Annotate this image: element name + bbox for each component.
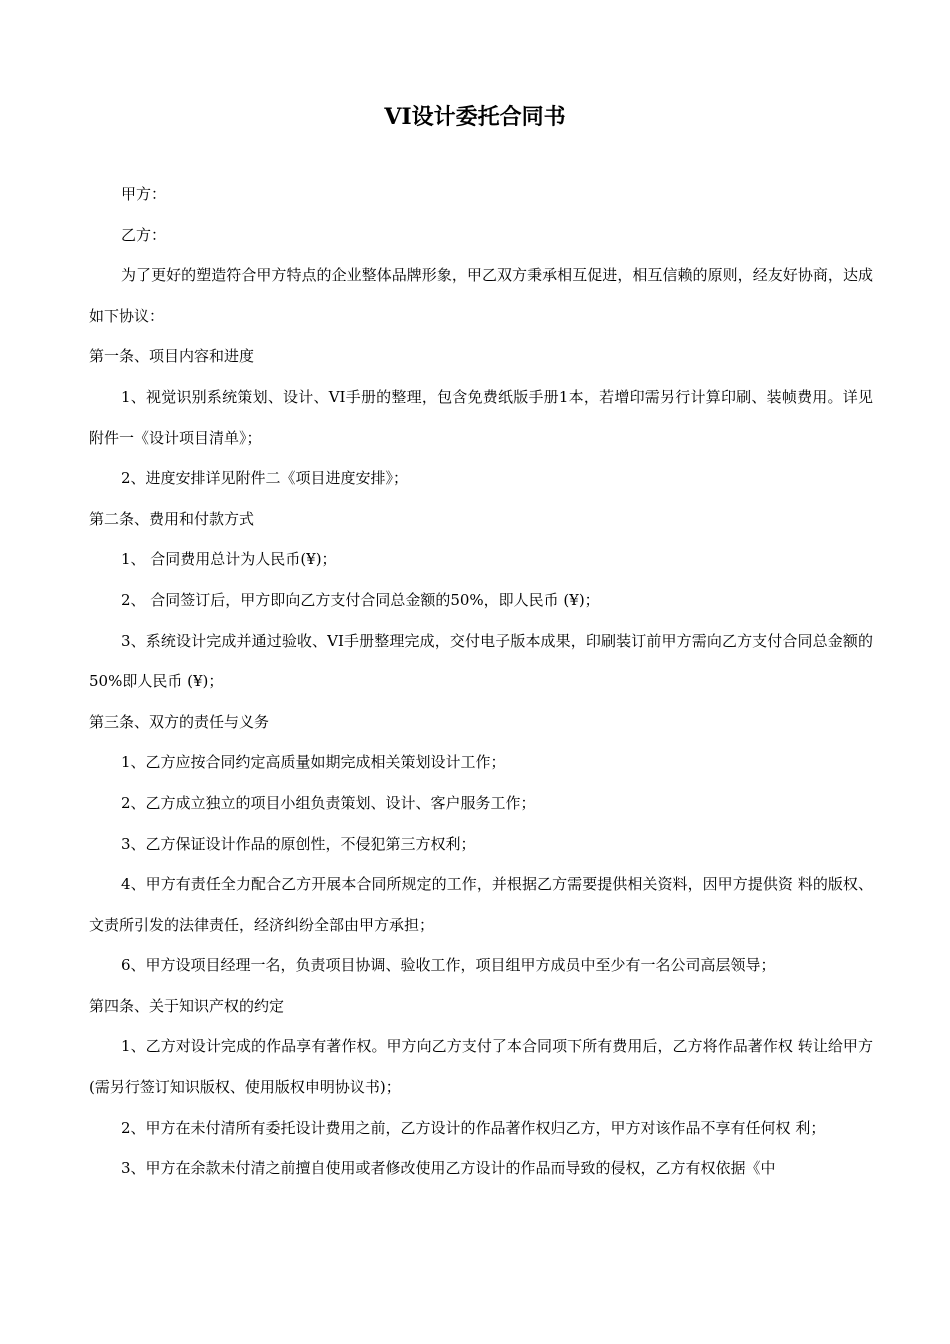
preamble-paragraph: 为了更好的塑造符合甲方特点的企业整体品牌形象，甲乙双方秉承相互促进，相互信赖的原则，经友好协商，达成如下协议： bbox=[89, 266, 873, 325]
article-3-clause-6: 6、甲方设项目经理一名，负责项目协调、验收工作，项目组甲方成员中至少有一名公司高层领导； bbox=[121, 956, 776, 975]
article-3-clause-3: 3、乙方保证设计作品的原创性，不侵犯第三方权利； bbox=[121, 834, 476, 853]
article-3-clause-1: 1、乙方应按合同约定高质量如期完成相关策划设计工作； bbox=[121, 753, 506, 772]
article-2-clause-3: 3、系统设计完成并通过验收、VI手册整理完成，交付电子版本成果，印刷装订前甲方需向乙方支付合同总金额的50%即人民币 (¥)； bbox=[89, 631, 873, 691]
article-4-clause-1: 1、乙方对设计完成的作品享有著作权。甲方向乙方支付了本合同项下所有费用后，乙方将作品著作权 转让给甲方(需另行签订知识版权、使用版权申明协议书)； bbox=[89, 1037, 873, 1097]
article-2-clause-1: 1、 合同费用总计为人民币(¥)； bbox=[121, 550, 337, 569]
article-2-heading: 第二条、费用和付款方式 bbox=[89, 509, 255, 528]
article-1-clause-1: 1、视觉识别系统策划、设计、VI手册的整理，包含免费纸版手册1本，若增印需另行计算印刷、装帧费用。详见附件一《设计项目清单》； bbox=[89, 387, 873, 447]
article-3-heading: 第三条、双方的责任与义务 bbox=[89, 712, 270, 731]
party-a-line: 甲方： bbox=[121, 185, 167, 203]
article-4-heading: 第四条、关于知识产权的约定 bbox=[89, 996, 285, 1015]
document-body bbox=[89, 174, 873, 1189]
article-2-clause-2: 2、 合同签订后，甲方即向乙方支付合同总金额的50%，即人民币 (¥)； bbox=[121, 590, 600, 609]
article-4-clause-2: 2、甲方在未付清所有委托设计费用之前，乙方设计的作品著作权归乙方，甲方对该作品不享有任何权 利； bbox=[121, 1118, 826, 1137]
article-1-heading: 第一条、项目内容和进度 bbox=[89, 347, 255, 366]
article-3-clause-4: 4、甲方有责任全力配合乙方开展本合同所规定的工作，并根据乙方需要提供相关资料，因甲方提供资 料的版权、文责所引发的法律责任，经济纠纷全部由甲方承担； bbox=[89, 875, 873, 934]
document-title: VI设计委托合同书 bbox=[384, 104, 566, 130]
article-3-clause-2: 2、乙方成立独立的项目小组负责策划、设计、客户服务工作； bbox=[121, 793, 536, 812]
party-b-line: 乙方： bbox=[121, 225, 167, 244]
article-4-clause-3: 3、甲方在余款未付清之前擅自使用或者修改使用乙方设计的作品而导致的侵权，乙方有权依据《中 bbox=[121, 1159, 776, 1178]
article-1-clause-2: 2、进度安排详见附件二《项目进度安排》； bbox=[121, 469, 409, 488]
